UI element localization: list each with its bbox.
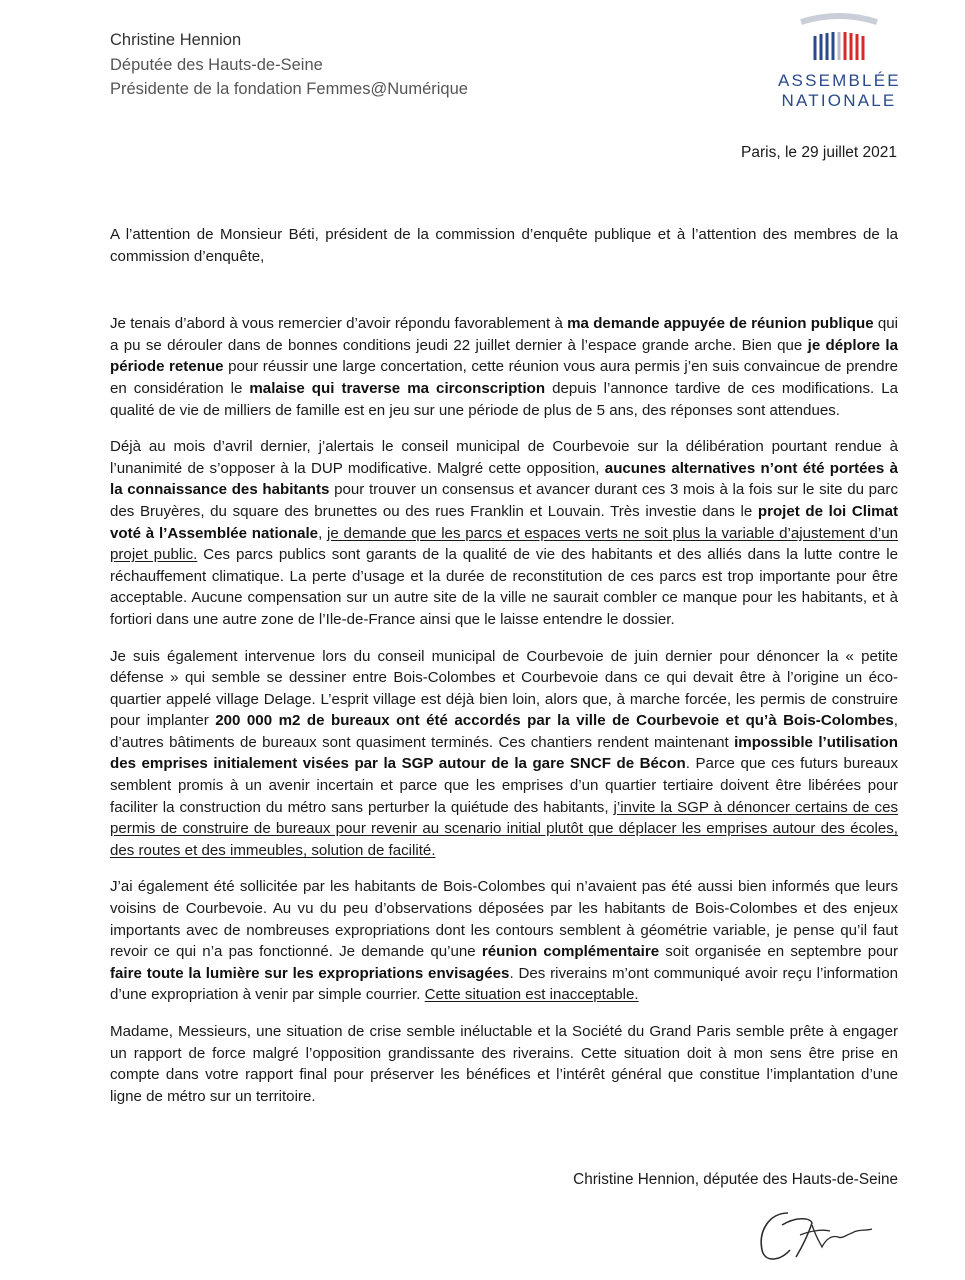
- assemblee-nationale-logo: [778, 12, 900, 110]
- p2-text: pour trouver un consensus et avancer durant ces 3 mois à la fois sur le site du parc des Bruyères, du square des brunettes ou des rues Franklin et Louvain. Très investie dans le: [110, 481, 898, 520]
- logo-line-2: NATIONALE: [781, 91, 897, 110]
- letter-body: [110, 224, 898, 1122]
- p1-bold: je déplore la période retenue: [110, 336, 898, 376]
- paragraph-4: [110, 876, 898, 1006]
- p3-text: . Parce que ces futurs bureaux semblent promis à un avenir incertain et parce que les emprises d’un quartier tertiaire doivent être libérées pour faciliter la construction du métro sans perturber la quiétude des habitants,: [110, 755, 898, 816]
- p1-text: qui a pu se dérouler dans de bonnes conditions jeudi 22 juillet dernier à l’espace grande arche. Bien que: [110, 315, 898, 354]
- p2-text: ,: [318, 524, 328, 542]
- address-line: A l’attention de Monsieur Béti, président de la commission d’enquête publique et à l’attention des membres de la commission d’enquête,: [110, 226, 898, 265]
- p4-text: soit organisée en septembre pour: [659, 943, 898, 961]
- p4-bold: réunion complémentaire: [481, 943, 660, 961]
- p1-text: Je tenais d’abord à vous remercier d’avoir répondu favorablement à: [110, 315, 568, 333]
- letter-date: Paris, le 29 juillet 2021: [741, 144, 897, 161]
- p3-bold: 200 000 m2 de bureaux ont été accordés par la ville de Courbevoie et qu’à Bois-Colombes: [215, 712, 894, 730]
- p3-text: , d’autres bâtiments de bureaux sont quasiment terminés. Ces chantiers rendent maintenant: [110, 712, 898, 751]
- paragraph-2: [110, 436, 898, 630]
- hemicycle-icon: [799, 12, 879, 70]
- p1-bold: ma demande appuyée de réunion publique: [567, 315, 874, 333]
- p1-text: depuis l’annonce tardive de ces modifications. La qualité de vie de milliers de famille est en jeu sur une période de plus de 5 ans, des réponses sont attendues.: [110, 379, 898, 419]
- p2-text: Déjà au mois d’avril dernier, j’alertais le conseil municipal de Courbevoie sur la délibération pourtant rendue à l’unanimité de s’opposer à la DUP modificative. Malgré cette opposition,: [110, 438, 898, 477]
- p1-bold: malaise qui traverse ma circonscription: [249, 379, 546, 397]
- sender-name: Christine Hennion: [110, 31, 242, 49]
- sender-role: Députée des Hauts-de-Seine: [110, 55, 323, 74]
- p4-underlined: Cette situation est inacceptable.: [424, 986, 639, 1004]
- p3-text: Je suis également intervenue lors du conseil municipal de Courbevoie de juin dernier pour dénoncer la « petite défense » qui semble se dessiner entre Bois-Colombes et Courbevoie dans ce qui devait être à l’origine un éco-quartier appelé village Delage. L’esprit village est déjà bien loin, alors que, à marche forcée, les permis de construire pour implanter: [110, 647, 898, 730]
- p4-bold: faire toute la lumière sur les expropriations envisagées: [110, 964, 510, 982]
- paragraph-3: [110, 646, 898, 862]
- sender-title: Présidente de la fondation Femmes@Numérique: [110, 80, 468, 98]
- closing-signature-line: Christine Hennion, députée des Hauts-de-Seine: [573, 1171, 898, 1188]
- paragraph-1: [110, 313, 898, 421]
- p3-bold: impossible l’utilisation des emprises initialement visées par la SGP autour de la gare SNCF de Bécon: [110, 733, 899, 773]
- logo-line-1: ASSEMBLÉE: [778, 71, 901, 90]
- sender-block: [110, 28, 468, 102]
- p4-text: J’ai également été sollicitée par les habitants de Bois-Colombes qui n’avaient pas été aussi bien informés que leurs voisins de Courbevoie. Au vu du peu d’observations déposées par les habitants de Bois-Colombes et des enjeux importants avec de nombreuses expropriations dont les contours semblent à géométrie variable, je pense qu’il faut revoir ce qui n’a pas fonctionné. Je demande qu’une: [110, 878, 898, 961]
- p2-underlined: je demande que les parcs et espaces verts ne soit plus la variable d’ajustement d’un projet public.: [110, 524, 898, 564]
- paragraph-5: Madame, Messieurs, une situation de crise semble inéluctable et la Société du Grand Paris semble prête à engager un rapport de force malgré l’opposition grandissante des riverains. Cette situation doit à mon sens être prise en compte dans votre rapport final pour préserver les bénéfices et l’intérêt général que constitue l’implantation d’une ligne de métro sur un territoire.: [110, 1023, 898, 1105]
- p2-bold: aucunes alternatives n’ont été portées à la connaissance des habitants: [110, 459, 899, 499]
- handwritten-signature: [750, 1195, 880, 1275]
- p1-text: pour réussir une large concertation, cette réunion vous aura permis j’en suis convaincue de prendre en considération le: [110, 358, 898, 397]
- p3-underlined: j’invite la SGP à dénoncer certains de ces permis de construire de bureaux pour revenir au scenario initial plutôt que déplacer les emprises autour des écoles, des routes et des immeubles, solution de facilité.: [110, 798, 899, 859]
- p2-text: Ces parcs publics sont garants de la qualité de vie des habitants et des alliés dans la lutte contre le réchauffement climatique. La perte d’usage et la durée de reconstitution de ces parcs est trop importante pour être acceptable. Aucune compensation sur un autre site de la ville ne saurait combler ce manque pour les habitants, et à fortiori dans une autre zone de l’Ile-de-France ainsi que le laisse entendre le dossier.: [110, 546, 898, 628]
- p2-bold: projet de loi Climat voté à l’Assemblée nationale: [110, 502, 898, 542]
- p4-text: . Des riverains m’ont communiqué avoir reçu l’information d’une expropriation à venir par simple courrier.: [110, 964, 898, 1004]
